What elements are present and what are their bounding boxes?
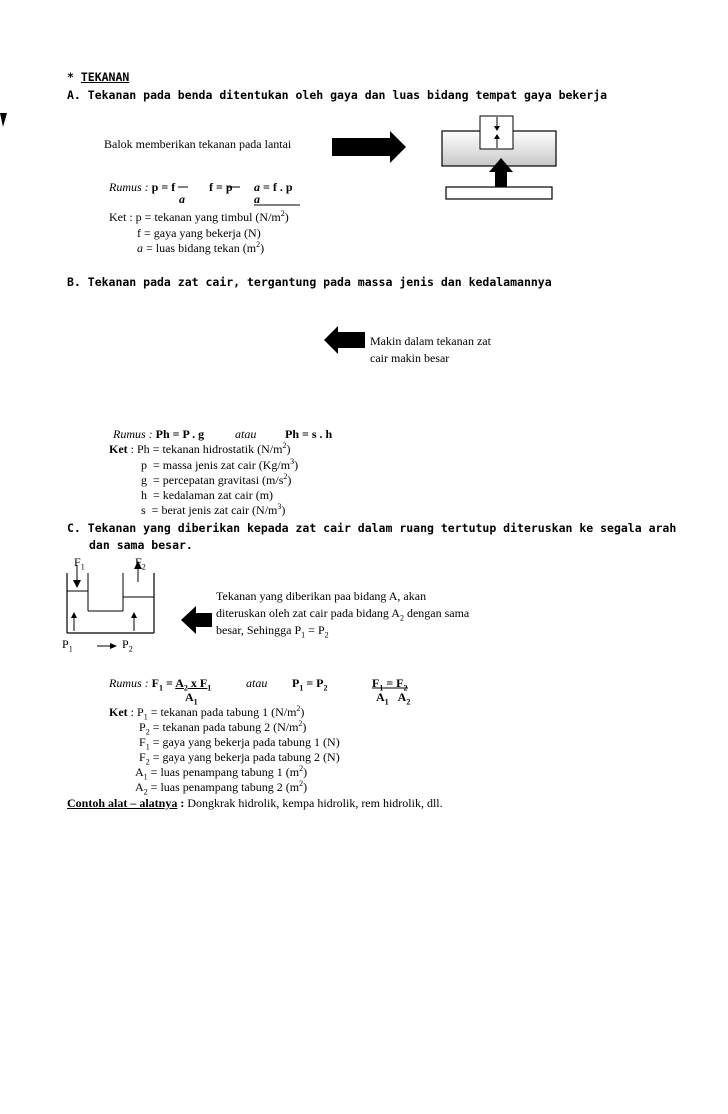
ket-row bbox=[141, 488, 273, 503]
formula-p-den: a bbox=[179, 192, 185, 206]
ket-tail: ) bbox=[287, 473, 292, 487]
label-sub: 2 bbox=[141, 562, 146, 572]
ket-sup: 2 bbox=[298, 719, 303, 728]
formula-ph-2: Ph = s . h bbox=[285, 427, 333, 441]
f-sub: 1 bbox=[193, 697, 198, 707]
ket-sup: 2 bbox=[282, 441, 287, 450]
ket-text: = luas bidang tekan (m bbox=[146, 241, 257, 255]
note-line bbox=[216, 622, 469, 639]
f-eq: = bbox=[163, 676, 176, 690]
ket-text: = massa jenis zat cair (Kg/m bbox=[153, 458, 291, 472]
f-den: A bbox=[376, 690, 385, 704]
ket-tail: ) bbox=[294, 458, 299, 472]
ket-sym: h bbox=[141, 488, 147, 502]
note-sub: 1 bbox=[301, 630, 306, 640]
title-star: * bbox=[67, 70, 81, 84]
title-text: TEKANAN bbox=[80, 70, 130, 84]
section-a-note: Balok memberikan tekanan pada lantai bbox=[104, 137, 292, 151]
ket-sup: 2 bbox=[256, 240, 261, 249]
f-a: A bbox=[175, 676, 184, 690]
edge-arrow-icon bbox=[0, 113, 7, 127]
ket-sup: 2 bbox=[280, 209, 285, 218]
f-sub: 2 bbox=[406, 697, 411, 707]
section-c-rumus bbox=[109, 676, 211, 691]
ket-row bbox=[141, 473, 291, 488]
ket-sym: p bbox=[135, 210, 142, 224]
formula-f1-den bbox=[185, 690, 198, 705]
ket-sub: 2 bbox=[145, 757, 150, 767]
formula-p-num: f bbox=[171, 180, 176, 194]
label-p2 bbox=[122, 637, 133, 652]
ket-sym: P bbox=[137, 705, 144, 719]
label-sub: 1 bbox=[68, 644, 73, 654]
ket-text: = luas penampang tabung 2 (m bbox=[147, 780, 300, 794]
hydraulic-vessel-diagram bbox=[67, 561, 154, 649]
f-sub: 2 bbox=[403, 683, 408, 693]
note-text: = P bbox=[305, 623, 325, 637]
ket-text: = tekanan pada tabung 1 (N/m bbox=[147, 705, 297, 719]
ket-label: Ket bbox=[109, 442, 128, 456]
ket-sym: p bbox=[141, 458, 147, 472]
ket-tail: ) bbox=[303, 765, 308, 779]
f-num bbox=[175, 676, 212, 693]
label-sub: 2 bbox=[128, 644, 133, 654]
rumus-label: Rumus : bbox=[113, 427, 153, 441]
ket-sub: 1 bbox=[145, 742, 150, 752]
ket-text: = percepatan gravitasi (m/s bbox=[153, 473, 284, 487]
section-a-heading: A. Tekanan pada benda ditentukan oleh gaya dan luas bidang tempat gaya bekerja bbox=[67, 88, 608, 102]
formula-p-lhs: p = bbox=[151, 180, 172, 194]
ket-tail: ) bbox=[286, 442, 291, 456]
formula-f-lhs: f = bbox=[209, 180, 226, 194]
formula-ph-1: Ph = P . g bbox=[155, 427, 205, 441]
ket-tail: ) bbox=[303, 780, 308, 794]
ket-sym: Ph bbox=[137, 442, 150, 456]
ket-sup: 3 bbox=[277, 502, 282, 511]
ket-sup: 2 bbox=[296, 704, 301, 713]
arrow-right-icon bbox=[332, 131, 406, 163]
note-line: Makin dalam tekanan zat bbox=[370, 334, 491, 348]
label-sym: P bbox=[62, 637, 69, 651]
ket-label: Ket : bbox=[109, 210, 136, 224]
ket-text: = berat jenis zat cair (N/m bbox=[151, 503, 278, 517]
section-a-ket bbox=[109, 210, 289, 225]
ket-sym: g bbox=[141, 473, 147, 487]
f-sym: F bbox=[151, 676, 160, 690]
ket-tail: ) bbox=[260, 241, 265, 255]
f-sub: 1 bbox=[384, 697, 389, 707]
label-p1 bbox=[62, 637, 73, 652]
ket-row bbox=[139, 720, 306, 735]
ket-sym: F bbox=[139, 750, 146, 764]
contoh-text: Dongkrak hidrolik, kempa hidrolik, rem hidrolik, dll. bbox=[187, 796, 443, 810]
ket-sym: a bbox=[137, 241, 143, 255]
section-c-heading bbox=[67, 520, 676, 554]
arrow-left-icon bbox=[181, 606, 212, 634]
ket-row bbox=[141, 503, 285, 518]
ket-tail: ) bbox=[300, 705, 305, 719]
ket-row bbox=[139, 750, 340, 765]
ket-text: = tekanan hidrostatik (N/m bbox=[152, 442, 283, 456]
heading-line: dan sama besar. bbox=[89, 538, 193, 552]
ket-tail: ) bbox=[284, 210, 289, 224]
ket-text: = gaya yang bekerja pada tabung 1 (N) bbox=[149, 735, 340, 749]
ket-sup: 2 bbox=[283, 472, 288, 481]
note-text: dengan sama bbox=[403, 606, 470, 620]
ket-row bbox=[139, 735, 340, 750]
note-line: Tekanan yang diberikan paa bidang A, akan bbox=[216, 589, 427, 603]
label-f2 bbox=[135, 555, 146, 570]
block-pressure-diagram bbox=[442, 116, 556, 199]
f-sub: 2 bbox=[323, 683, 328, 693]
f-sub: 1 bbox=[207, 683, 212, 693]
atau-label: atau bbox=[246, 676, 268, 690]
formula-f-ratio bbox=[372, 676, 408, 691]
label-f1 bbox=[74, 555, 85, 570]
rumus-label: Rumus : bbox=[109, 676, 149, 690]
contoh-label: Contoh alat – alatnya bbox=[67, 796, 178, 810]
ket-row bbox=[135, 780, 307, 795]
arrow-left-icon bbox=[324, 326, 365, 354]
atau-label: atau bbox=[235, 427, 257, 441]
note-text: besar, Sehingga P bbox=[216, 623, 302, 637]
ket-sub: 2 bbox=[143, 787, 148, 797]
ket-label: Ket bbox=[109, 705, 128, 719]
ket-sym: f bbox=[137, 226, 141, 240]
ket-text: = gaya yang bekerja pada tabung 2 (N) bbox=[149, 750, 340, 764]
section-b-rumus bbox=[113, 427, 204, 442]
section-c-ket: Ket : $P_1$ = tekanan pada tabung 1 $(N/m^2)$ bbox=[109, 704, 305, 722]
f-x: x F bbox=[187, 676, 208, 690]
ket-sym: P bbox=[139, 720, 146, 734]
formula-f-ratio-den bbox=[376, 690, 410, 705]
ket-sub: 1 bbox=[143, 772, 148, 782]
ket-row bbox=[137, 226, 261, 241]
section-c-note bbox=[216, 588, 469, 639]
ket-text: = tekanan pada tabung 2 (N/m bbox=[149, 720, 299, 734]
ket-text: = luas penampang tabung 1 (m bbox=[147, 765, 300, 779]
ket-text: = tekanan yang timbul (N/m bbox=[144, 210, 281, 224]
ket-text: = kedalaman zat cair (m) bbox=[153, 488, 274, 502]
formula-a-lhs: a bbox=[254, 180, 260, 194]
ket-sup: 3 bbox=[290, 457, 295, 466]
f-sub: 2 bbox=[183, 683, 188, 693]
f-eq: = F bbox=[383, 676, 404, 690]
ket-sym: s bbox=[141, 503, 146, 517]
ket-row bbox=[137, 241, 264, 256]
ket-sub: 1 bbox=[143, 712, 148, 722]
note-sub: 2 bbox=[324, 630, 329, 640]
f-sub: 1 bbox=[159, 683, 164, 693]
ket-sup: 2 bbox=[299, 764, 304, 773]
section-a-rumus bbox=[109, 180, 175, 195]
note-line bbox=[216, 605, 469, 622]
f-sub: 1 bbox=[299, 683, 304, 693]
rumus-label: Rumus : bbox=[109, 180, 149, 194]
ket-row bbox=[141, 458, 298, 473]
formula-p1-p2 bbox=[292, 676, 328, 691]
f-den: A bbox=[397, 690, 407, 704]
ket-tail: ) bbox=[281, 503, 286, 517]
section-b-note bbox=[370, 333, 491, 367]
heading-line: C. Tekanan yang diberikan kepada zat cair dalam ruang tertutup diteruskan ke segala arah bbox=[67, 521, 677, 535]
label-sub: 1 bbox=[80, 562, 85, 572]
note-text: diteruskan oleh zat cair pada bidang A bbox=[216, 606, 400, 620]
ket-sub: 2 bbox=[145, 727, 150, 737]
formula-f-rhs: p bbox=[225, 180, 233, 194]
contoh-alat bbox=[67, 796, 443, 811]
formula-f1 bbox=[151, 676, 212, 693]
f-sym: F bbox=[372, 676, 380, 690]
label-sym: F bbox=[135, 555, 142, 569]
f-sub: 1 bbox=[379, 683, 384, 693]
formula-p bbox=[152, 180, 176, 194]
ket-row bbox=[135, 765, 307, 780]
ket-sym: F bbox=[139, 735, 146, 749]
ket-tail: ) bbox=[302, 720, 307, 734]
f-sym: P bbox=[292, 676, 300, 690]
ket-sup: 2 bbox=[299, 779, 304, 788]
ket-sym: A bbox=[135, 780, 144, 794]
formula-a-rhs: = f . p bbox=[260, 180, 293, 194]
note-line: cair makin besar bbox=[370, 351, 450, 365]
f-den: A bbox=[185, 690, 194, 704]
f-eq: = P bbox=[303, 676, 324, 690]
formula-f-den: a bbox=[254, 192, 260, 206]
label-sym: P bbox=[122, 637, 129, 651]
ket-text: = gaya yang bekerja (N) bbox=[144, 226, 261, 240]
ket-sym: A bbox=[135, 765, 144, 779]
note-sub: 2 bbox=[399, 613, 404, 623]
label-sym: F bbox=[74, 555, 81, 569]
section-b-heading: B. Tekanan pada zat cair, tergantung pada massa jenis dan kedalamannya bbox=[67, 275, 552, 289]
main-title bbox=[67, 70, 129, 84]
formula-f bbox=[209, 180, 233, 195]
contoh-colon: : bbox=[177, 796, 188, 810]
section-b-ket: Ket : Ph = tekanan hidrostatik $(N/m^2)$ bbox=[109, 441, 291, 456]
